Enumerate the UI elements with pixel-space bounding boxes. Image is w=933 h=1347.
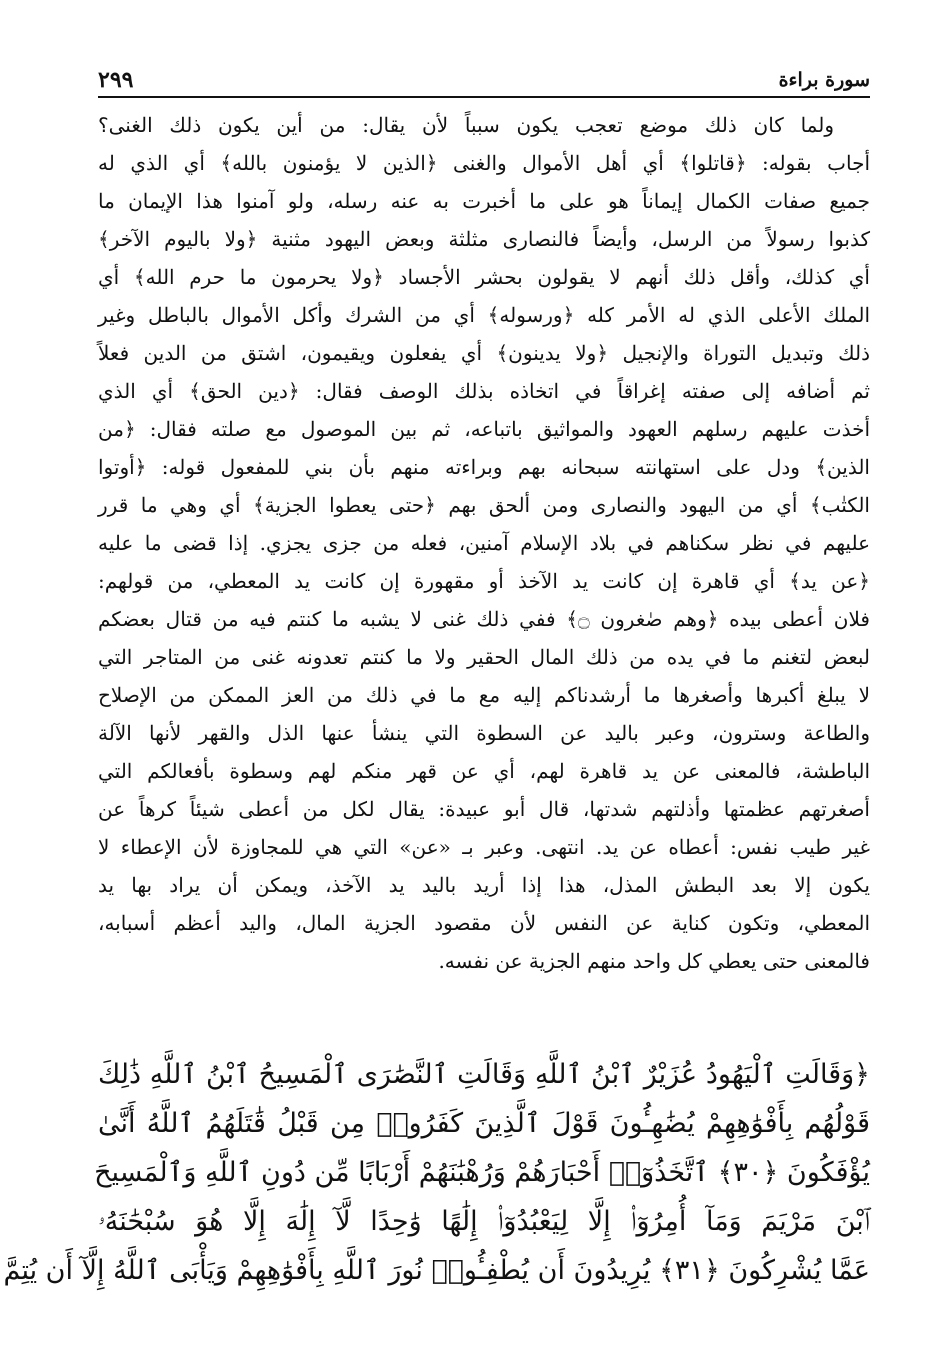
text-line: أي كذلك، وأقل ذلك أنهم لا يقولون بحشر الأجساد ﴿ولا يحرمون ما حرم الله﴾ أي [98, 265, 870, 289]
text-line: أخذت عليهم رسلهم العهود والمواثيق باتباعه، ثم بين الموصول مع صلته فقال: ﴿من [98, 417, 870, 441]
text-line: كذبوا رسولاً من الرسل، وأيضاً فالنصارى مثلثة وبعض اليهود مثنية ﴿ولا باليوم الآخر﴾ [98, 227, 870, 251]
quran-verses [3, 1050, 870, 1295]
text-line: الكتٰب﴾ أي من اليهود والنصارى ومن ألحق بهم ﴿حتى يعطوا الجزية﴾ أي وهي ما قرر [98, 493, 870, 517]
text-line: الملك الأعلى الذي له الأمر كله ﴿ورسوله﴾ أي من الشرك وأكل الأموال بالباطل وغير [98, 303, 870, 327]
verse-line: ٱبْنَ مَرْيَمَ وَمَآ أُمِرُوٓا۟ إِلَّا لِيَعْبُدُوٓا۟ إِلَٰهًا وَٰحِدًا لَّآ إِلَٰهَ إِلَّا هُوَ سُبْحَٰنَهُۥ [98, 1206, 870, 1237]
text-line: المعطي، وتكون كناية عن النفس لأن مقصود الجزية المال، واليد أعظم أسبابه، [98, 911, 870, 935]
text-line: فلان أعطى بيده ﴿وهم صٰغرون ۝﴾ ففي ذلك غنى لا يشبه ما كنتم فيه من قتال بعضكم [98, 607, 870, 631]
text-line: أجاب بقوله: ﴿قاتلوا﴾ أي أهل الأموال والغنى ﴿الذين لا يؤمنون بالله﴾ أي الذي له [98, 151, 870, 175]
text-line: جميع صفات الكمال إيماناً هو على ما أخبرت به عنه رسله، ولو آمنوا هذا الإيمان ما [98, 189, 870, 213]
verse-line: ﴿وَقَالَتِ ٱلْيَهُودُ عُزَيْرٌ ٱبْنُ ٱللَّهِ وَقَالَتِ ٱلنَّصَٰرَى ٱلْمَسِيحُ ٱبْنُ ٱللَّهِ ذَٰلِكَ [98, 1059, 870, 1090]
header-divider [98, 96, 870, 98]
commentary-text [98, 106, 870, 980]
verse-line: قَوْلُهُم بِأَفْوَٰهِهِمْ يُضَٰهِـُٔونَ قَوْلَ ٱلَّذِينَ كَفَرُوا۟ مِن قَبْلُ قَٰتَلَهُمُ ٱللَّهُ أَنَّىٰ [98, 1108, 870, 1139]
text-line: الذين﴾ ودل على استهانته سبحانه بهم وبراءته منهم بأن بني للمفعول قوله: ﴿أوتوا [98, 455, 870, 479]
text-line: يكون إلا بعد البطش المذل، هذا إذا أريد باليد يد الآخذ، ويمكن أن يراد بها يد [98, 873, 870, 897]
text-line: عليهم في نظر سكناهم في بلاد الإسلام آمنين، فعله من جزى يجزي. إذا قضى ما عليه [98, 531, 870, 555]
text-line: لا يبلغ أكبرها وأصغرها ما أرشدناكم إليه مع ما في ذلك من العز الممكن من الإصلاح [98, 683, 870, 707]
text-line: ذلك وتبديل التوراة والإنجيل ﴿ولا يدينون﴾ أي يفعلون ويقيمون، اشتق من الدين فعلاً [98, 341, 870, 365]
text-line: ﴿عن يد﴾ أي قاهرة إن كانت يد الآخذ أو مقهورة إن كانت يد المعطي، من قولهم: [98, 569, 870, 593]
text-line: الباطشة، فالمعنى عن يد قاهرة لهم، أي عن قهر منكم لهم وسطوة بأفعالكم التي [98, 759, 870, 783]
verse-line: عَمَّا يُشْرِكُونَ ﴿٣١﴾ يُرِيدُونَ أَن يُطْفِـُٔوا۟ نُورَ ٱللَّهِ بِأَفْوَٰهِهِمْ وَيَأْبَى ٱللَّهُ إِلَّآ أَن يُتِمَّ [3, 1255, 870, 1286]
text-line: أصغرتهم عظمتها وأذلتهم شدتها، قال أبو عبيدة: يقال لكل من أعطى شيئاً كرهاً عن [98, 797, 870, 821]
page-number: ٢٩٩ [98, 67, 134, 93]
chapter-title: سورة براءة [778, 69, 870, 91]
text-line: فالمعنى حتى يعطي كل واحد منهم الجزية عن نفسه. [438, 949, 870, 973]
page-header [98, 55, 870, 95]
text-line: لبعض لتغنم ما في يده من ذلك المال الحقير ولا ما كنتم تعدونه غنى من المتاجر التي [98, 645, 870, 669]
text-line: ثم أضافه إلى صفته إغراقاً في اتخاذه بذلك الوصف فقال: ﴿دين الحق﴾ أي الذي [98, 379, 870, 403]
verse-line: يُؤْفَكُونَ ﴿٣٠﴾ ٱتَّخَذُوٓا۟ أَحْبَارَهُمْ وَرُهْبَٰنَهُمْ أَرْبَابًا مِّن دُونِ ٱللَّهِ وَٱلْمَسِيحَ [94, 1157, 870, 1188]
text-line: غير طيب نفس: أعطاه عن يد. انتهى. وعبر بـ «عن» التي هي للمجاوزة لأن الإعطاء لا [98, 835, 870, 859]
text-line: والطاعة وسترون، وعبر باليد عن السطوة التي ينشأ عنها الذل والقهر لأنها الآلة [98, 721, 870, 745]
text-line: ولما كان ذلك موضع تعجب يكون سبباً لأن يقال: من أين يكون ذلك الغنى؟ [98, 113, 834, 137]
